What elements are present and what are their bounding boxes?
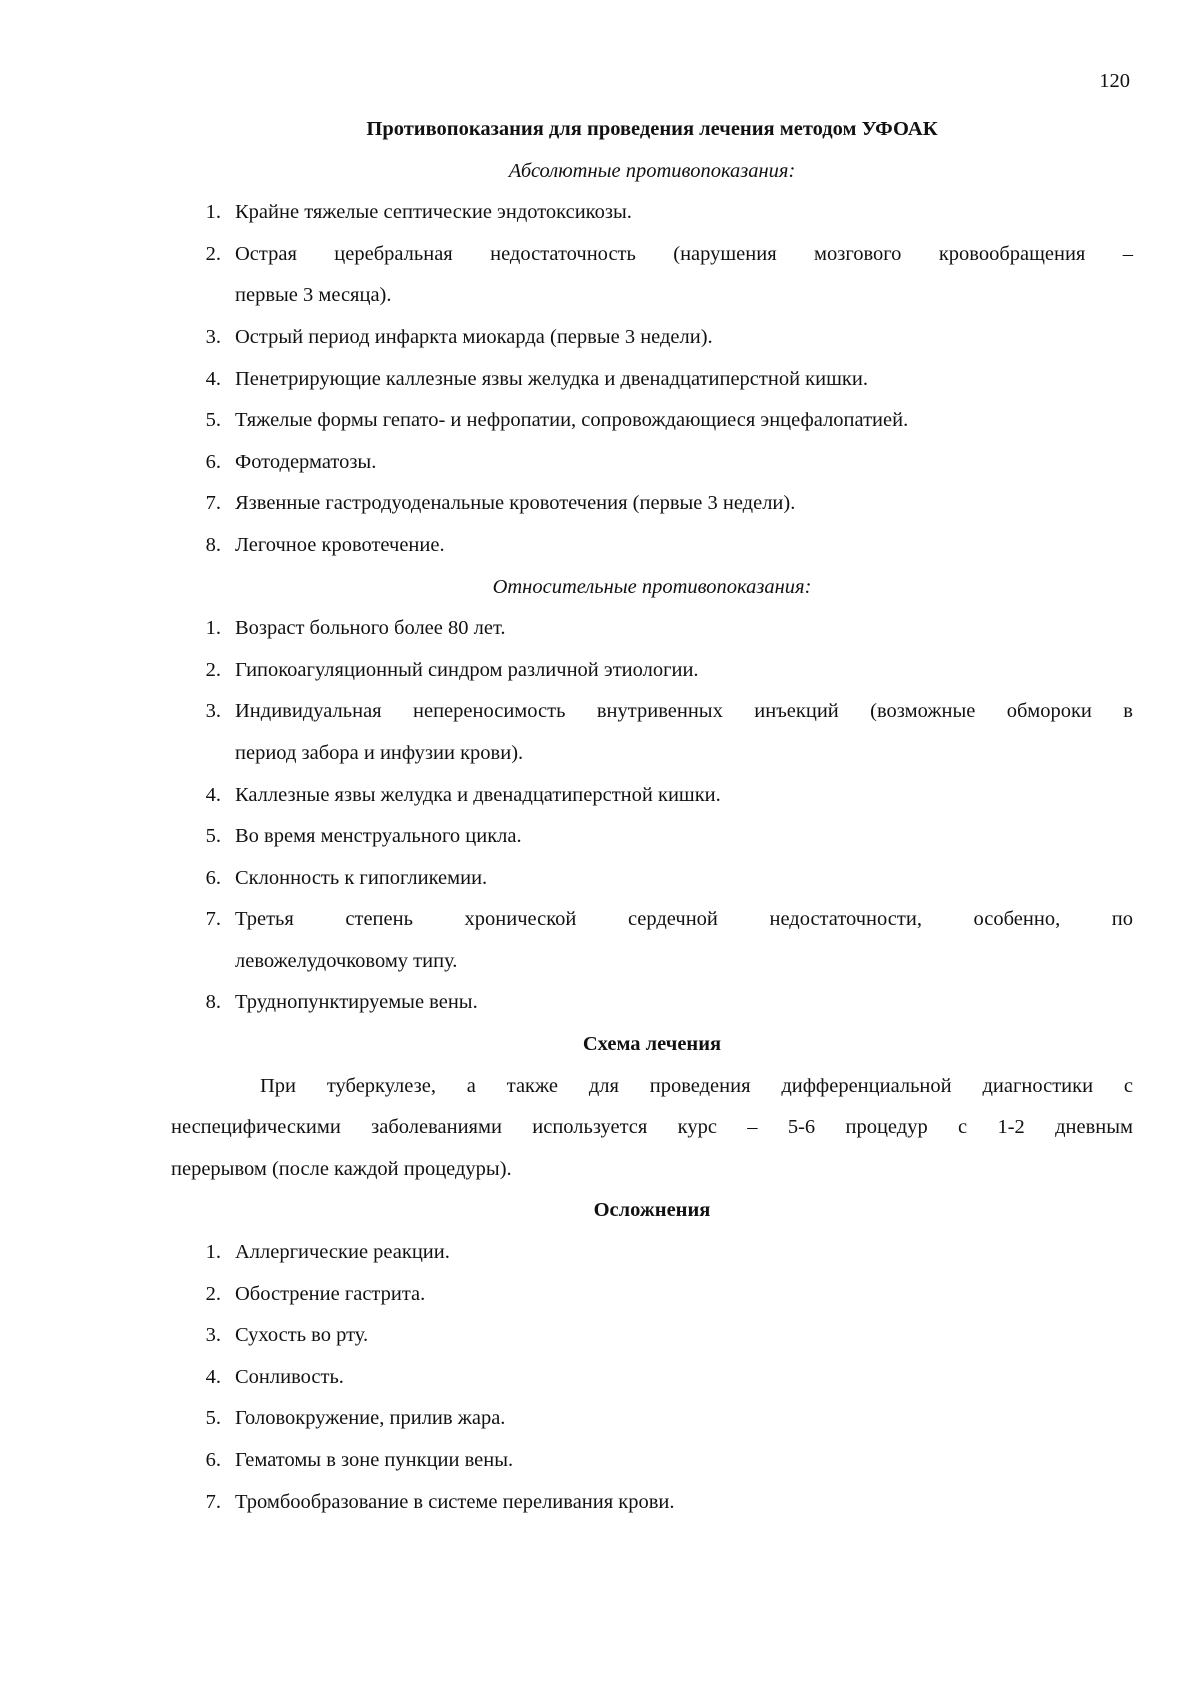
item-number: 6. xyxy=(205,450,221,473)
list-item xyxy=(171,317,1133,359)
item-number: 7. xyxy=(205,908,221,931)
treatment-scheme-title: Схема лечения xyxy=(582,1033,722,1056)
item-number: 2. xyxy=(205,1282,221,1305)
paragraph-line: неспецифическими заболеваниями используется курс – 5-6 процедур с 1-2 дневным xyxy=(171,1116,1133,1139)
list-item xyxy=(171,775,1133,817)
absolute-contraindications-list xyxy=(171,192,1133,566)
item-number: 3. xyxy=(205,1324,221,1347)
item-number: 1. xyxy=(205,1241,221,1264)
item-number: 6. xyxy=(205,866,221,889)
item-text: Сонливость. xyxy=(235,1365,344,1388)
list-item xyxy=(171,483,1133,525)
list-item xyxy=(171,1398,1133,1440)
list-item xyxy=(171,234,1133,276)
complications-list xyxy=(171,1232,1133,1523)
item-number: 4. xyxy=(205,367,221,390)
list-item xyxy=(171,1482,1133,1524)
item-text: Пенетрирующие каллезные язвы желудка и двенадцатиперстной кишки. xyxy=(235,367,868,390)
item-text: Гипокоагуляционный синдром различной этиологии. xyxy=(235,658,699,681)
item-text: Головокружение, прилив жара. xyxy=(235,1407,506,1430)
item-text-continuation: период забора и инфузии крови). xyxy=(235,741,524,764)
list-item xyxy=(171,1440,1133,1482)
document-body xyxy=(171,109,1133,1523)
list-item xyxy=(171,691,1133,733)
relative-contraindications-title: Относительные противопоказания: xyxy=(492,575,812,598)
item-text: Легочное кровотечение. xyxy=(235,533,445,556)
item-number: 5. xyxy=(205,409,221,432)
list-item xyxy=(171,1315,1133,1357)
list-item xyxy=(171,1274,1133,1316)
relative-contraindications-list xyxy=(171,608,1133,1024)
item-number: 7. xyxy=(205,492,221,515)
list-item xyxy=(171,608,1133,650)
item-text: Сухость во рту. xyxy=(235,1324,369,1347)
item-text: Острая церебральная недостаточность (нарушения мозгового кровообращения – xyxy=(235,242,1133,265)
item-text: Аллергические реакции. xyxy=(235,1241,450,1264)
item-text: Острый период инфаркта миокарда (первые 3 недели). xyxy=(235,325,713,348)
list-item xyxy=(171,400,1133,442)
item-text: Труднопунктируемые вены. xyxy=(235,991,478,1014)
item-number: 8. xyxy=(205,533,221,556)
item-number: 6. xyxy=(205,1449,221,1471)
complications-title: Осложнения xyxy=(593,1199,711,1222)
section-heading: Противопоказания для проведения лечения методом УФОАК xyxy=(366,118,938,140)
list-item xyxy=(171,359,1133,401)
item-text: Во время менструального цикла. xyxy=(235,825,522,848)
item-text: Обострение гастрита. xyxy=(235,1282,426,1305)
item-number: 4. xyxy=(205,1365,221,1388)
list-item xyxy=(171,816,1133,858)
item-text-continuation: левожелудочковому типу. xyxy=(235,949,458,972)
item-number: 2. xyxy=(205,658,221,681)
item-number: 7. xyxy=(205,1490,221,1513)
item-number: 3. xyxy=(205,325,221,348)
item-text: Язвенные гастродуоденальные кровотечения (первые 3 недели). xyxy=(235,492,796,515)
paragraph-line: перерывом (после каждой процедуры). xyxy=(171,1157,512,1180)
item-text: Крайне тяжелые септические эндотоксикозы. xyxy=(235,201,632,224)
page-number: 120 xyxy=(1099,70,1130,92)
item-text: Гематомы в зоне пункции вены. xyxy=(235,1449,514,1471)
item-number: 4. xyxy=(205,783,221,806)
item-number: 8. xyxy=(205,991,221,1014)
list-item xyxy=(171,192,1133,234)
absolute-contraindications-title: Абсолютные противопоказания: xyxy=(508,159,796,182)
item-text: Индивидуальная непереносимость внутривенных инъекций (возможные обмороки в xyxy=(235,700,1133,723)
item-number: 3. xyxy=(205,700,221,723)
list-item xyxy=(171,525,1133,567)
item-text-continuation: первые 3 месяца). xyxy=(235,284,392,307)
item-text: Склонность к гипогликемии. xyxy=(235,866,488,889)
item-number: 1. xyxy=(205,617,221,640)
list-item xyxy=(171,442,1133,484)
treatment-scheme-paragraph xyxy=(171,1066,1133,1191)
list-item xyxy=(171,1232,1133,1274)
item-text: Тромбообразование в системе переливания крови. xyxy=(235,1490,675,1513)
list-item xyxy=(171,982,1133,1024)
item-text: Третья степень хронической сердечной недостаточности, особенно, по xyxy=(235,908,1133,931)
paragraph-line: При туберкулезе, а также для проведения дифференциальной диагностики с xyxy=(260,1074,1133,1097)
list-item xyxy=(171,1357,1133,1399)
list-item xyxy=(171,858,1133,900)
item-number: 1. xyxy=(205,201,221,224)
item-text: Каллезные язвы желудка и двенадцатиперстной кишки. xyxy=(235,783,721,806)
list-item xyxy=(171,899,1133,941)
item-text: Возраст больного более 80 лет. xyxy=(235,617,506,640)
item-text: Фотодерматозы. xyxy=(235,450,377,473)
list-item xyxy=(171,650,1133,692)
item-number: 2. xyxy=(205,242,221,265)
item-text: Тяжелые формы гепато- и нефропатии, сопровождающиеся энцефалопатией. xyxy=(235,409,909,432)
item-number: 5. xyxy=(205,1407,221,1430)
item-number: 5. xyxy=(205,825,221,848)
